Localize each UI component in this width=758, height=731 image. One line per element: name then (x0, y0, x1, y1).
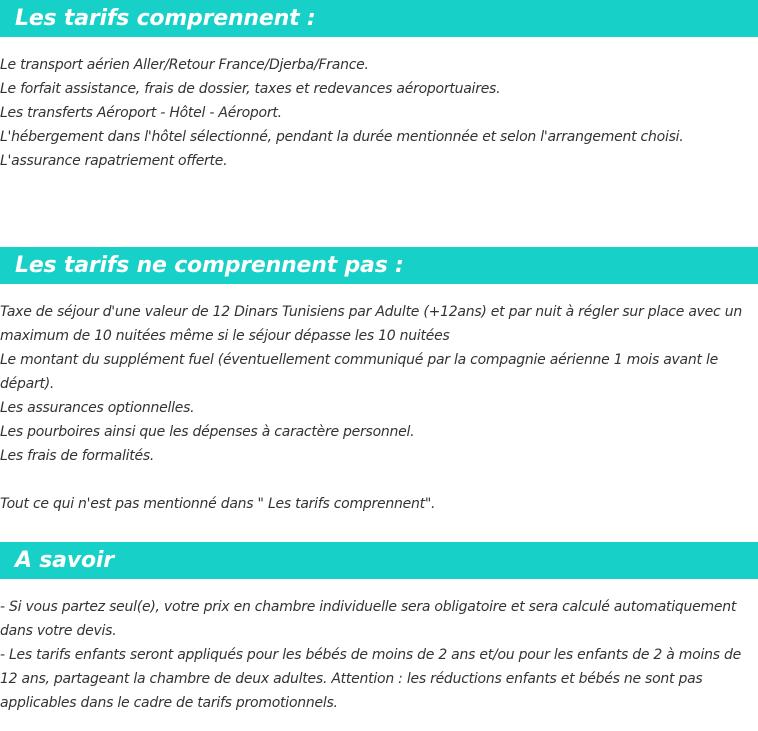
included-item: L'assurance rapatriement offerte. (0, 153, 228, 169)
section-header-a-savoir (0, 542, 758, 579)
included-item: Le transport aérien Aller/Retour France/Djerba/France. (0, 57, 369, 73)
section-header-not-included (0, 247, 758, 284)
a-savoir-list (0, 595, 752, 715)
a-savoir-item: - Les tarifs enfants seront appliqués pour les bébés de moins de 2 ans et/ou pour les enfants de 2 à moins de 12 ans, partageant la chambre de deux adultes. Attention : les réductions enfants et bébés ne sont pas applicables dans le cadre de tarifs promotionnels. (0, 647, 742, 711)
not-included-item: Les pourboires ainsi que les dépenses à caractère personnel. (0, 424, 415, 440)
not-included-item: Taxe de séjour d'une valeur de 12 Dinars Tunisiens par Adulte (+12ans) et par nuit à régler sur place avec un maximum de 10 nuitées même si le séjour dépasse les 10 nuitées (0, 304, 742, 344)
included-item: Le forfait assistance, frais de dossier, taxes et redevances aéroportuaires. (0, 81, 501, 97)
section-title-a-savoir: A savoir (15, 548, 114, 573)
section-title-included: Les tarifs comprennent : (15, 6, 316, 31)
not-included-item: Les frais de formalités. (0, 448, 155, 464)
not-included-item: Le montant du supplément fuel (éventuellement communiqué par la compagnie aérienne 1 mois avant le départ). (0, 352, 718, 392)
not-included-item: Les assurances optionnelles. (0, 400, 195, 416)
included-item: Les transferts Aéroport - Hôtel - Aéroport. (0, 105, 282, 121)
not-included-list (0, 300, 752, 516)
not-included-note: Tout ce qui n'est pas mentionné dans " Les tarifs comprennent". (0, 496, 436, 512)
spacer (0, 468, 752, 492)
section-header-included (0, 0, 758, 37)
included-list (0, 53, 752, 173)
a-savoir-item: - Si vous partez seul(e), votre prix en chambre individuelle sera obligatoire et sera calculé automatiquement dans votre devis. (0, 599, 737, 639)
section-title-not-included: Les tarifs ne comprennent pas : (15, 253, 404, 278)
included-item: L'hébergement dans l'hôtel sélectionné, pendant la durée mentionnée et selon l'arrangement choisi. (0, 129, 684, 145)
